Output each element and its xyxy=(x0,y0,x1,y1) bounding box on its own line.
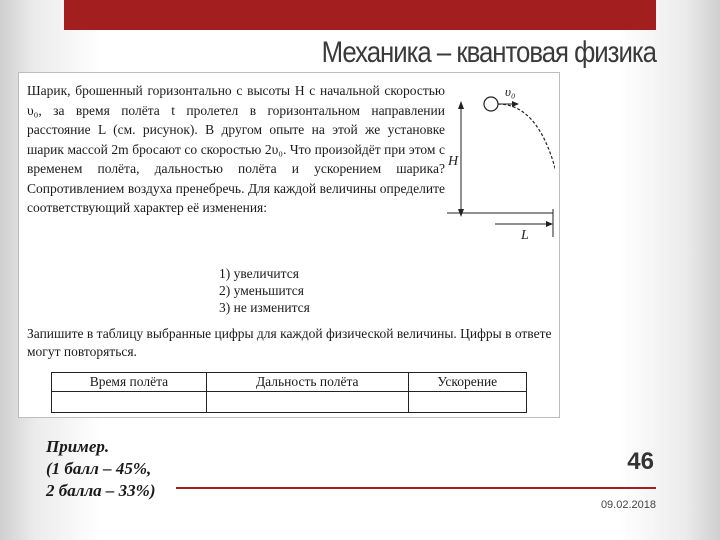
trajectory-path xyxy=(498,104,555,213)
problem-image xyxy=(18,72,560,418)
height-arrow-head-top xyxy=(458,101,464,109)
table-header-row xyxy=(52,373,527,392)
instruction-text: Запишите в таблицу выбранные цифры для каждой физической величины. Цифры в ответе могут повторяться. xyxy=(27,326,552,359)
example-note xyxy=(46,436,156,502)
answer-cell-flight-range xyxy=(206,392,408,413)
ball-icon xyxy=(484,97,498,111)
answer-cell-acceleration xyxy=(408,392,526,413)
velocity-label: υ₀ xyxy=(505,84,516,99)
option-increase: 1) увеличится xyxy=(219,266,299,281)
table-row xyxy=(52,392,527,413)
header-acceleration: Ускорение xyxy=(408,373,526,392)
distance-label: L xyxy=(521,228,529,243)
header-flight-time: Время полёта xyxy=(52,373,207,392)
slide-date: 09.02.2018 xyxy=(600,499,656,511)
problem-text: Шарик, брошенный горизонтально с высоты H с начальной скоростью υ₀, за время полёта t пролетел в горизонтальном направлении расстояние L (см. рисунок). В другом опыте на этой же установке шарик массой 2m бросают со скоростью 2υ₀. Что произойдёт при этом с временем полёта, дальностью полёта и ускорением шарика? Сопротивлением воздуха пренебречь. Для каждой величины определите соответствующий характер её изменения: xyxy=(27,83,445,215)
height-label: H xyxy=(448,154,459,169)
answer-table xyxy=(51,372,527,413)
answer-options xyxy=(219,265,310,316)
footer-divider xyxy=(176,487,656,489)
trajectory-figure xyxy=(445,79,555,247)
answer-cell-flight-time xyxy=(52,392,207,413)
option-decrease: 2) уменьшится xyxy=(219,283,304,298)
example-score-1: (1 балл – 45%, xyxy=(46,459,152,478)
top-accent-bar xyxy=(64,0,656,30)
distance-arrow-head xyxy=(546,221,553,227)
page-number: 46 xyxy=(627,448,654,475)
slide-title: Механика – квантовая физика xyxy=(321,36,656,69)
example-title: Пример. xyxy=(46,437,110,456)
example-score-2: 2 балла – 33%) xyxy=(46,481,156,500)
header-flight-range: Дальность полёта xyxy=(206,373,408,392)
option-unchanged: 3) не изменится xyxy=(219,300,310,315)
